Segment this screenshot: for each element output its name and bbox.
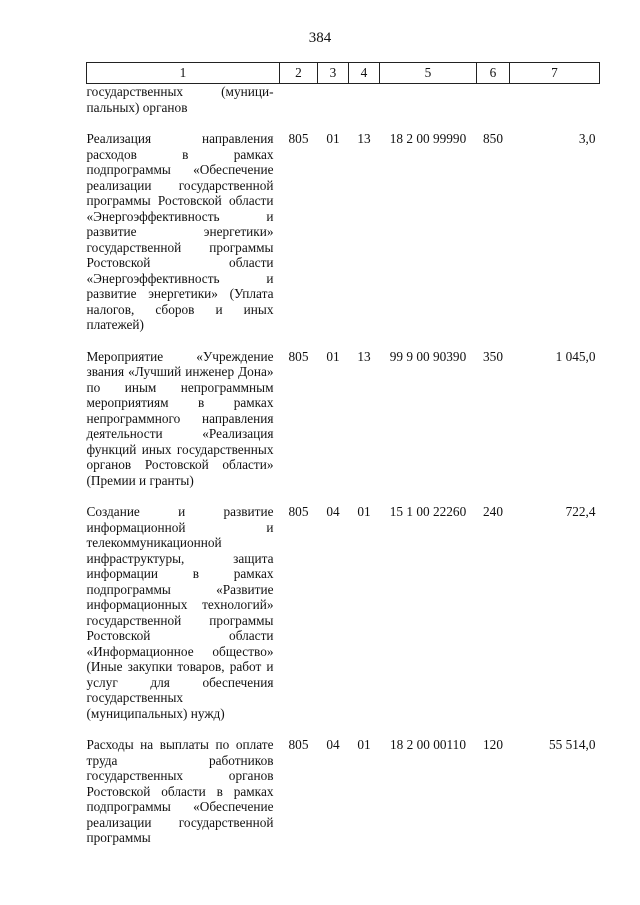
expense-name: Мероприятие «Учреждение звания «Лучший инженер Дона» по иным непрограммным мероприятиям в рамках непрограммного направления деятельности «Реализация функций иных государственных органов Ростовской области» (Премии и гранты) [86,348,274,488]
table-row [87,737,600,846]
target-article-code: 18 2 00 00110 [390,737,466,752]
amount-value: 3,0 [578,131,596,146]
expense-name: государственных (муници-пальных) органов [86,84,274,115]
target-article-code: 99 9 00 90390 [389,348,467,364]
expense-type-code: 120 [483,737,503,752]
budget-table [86,62,600,846]
ministry-code: 805 [288,131,309,146]
target-article-code: 15 1 00 22260 [389,504,467,519]
column-header: 4 [349,63,380,84]
table-row [87,349,600,505]
expense-name: Создание и развитие информационной и телекоммуникационной инфраструктуры, защита информации в рамках подпрограммы «Развитие информационных технологий» государственной программы Ростовской области «Информационное общество» (Иные закупки товаров, работ и услуг для обеспечения государственных (муниципальных) нужд) [86,504,274,721]
ministry-code [280,84,318,132]
amount-value: 1 045,0 [555,348,596,364]
expense-type-code [477,84,510,132]
column-header: 5 [380,63,477,84]
table-row [87,84,600,132]
ministry-code: 805 [288,504,309,519]
table-row [87,504,600,737]
column-header: 6 [477,63,510,84]
target-article-code: 18 2 00 99990 [389,131,467,146]
subsection-code: 01 [357,504,371,519]
expense-type-code: 240 [483,504,503,519]
section-code: 04 [326,737,340,752]
expense-type-code: 850 [483,131,503,146]
expense-name: Реализация направления расходов в рамках подпрограммы «Обеспечение реализации государственной программы Ростовской области «Энергоэффективность и развитие энергетики» государственной программы Ростовской области «Энергоэффективность и развитие энергетики» (Уплата налогов, сборов и иных платежей) [86,131,274,332]
expense-name: Расходы на выплаты по оплате труда работников государственных органов Ростовской области в рамках подпрограммы «Обеспечение реализации государственной программы [86,737,274,845]
ministry-code: 805 [288,737,309,752]
subsection-code: 13 [357,131,371,146]
amount-value [510,84,600,132]
target-article-code [380,84,477,132]
column-header: 2 [280,63,318,84]
page-number: 384 [308,30,332,46]
section-code: 04 [326,504,340,519]
subsection-code: 13 [357,348,371,364]
section-code: 01 [326,131,340,146]
column-header: 3 [318,63,349,84]
section-code [318,84,349,132]
section-code: 01 [326,348,340,364]
ministry-code: 805 [288,348,309,364]
column-header: 1 [87,63,280,84]
column-header: 7 [510,63,600,84]
amount-value: 55 514,0 [548,737,596,752]
subsection-code: 01 [357,737,371,752]
table-row [87,131,600,349]
subsection-code [349,84,380,132]
amount-value: 722,4 [565,504,596,519]
header-row [87,63,600,84]
expense-type-code: 350 [483,348,503,364]
